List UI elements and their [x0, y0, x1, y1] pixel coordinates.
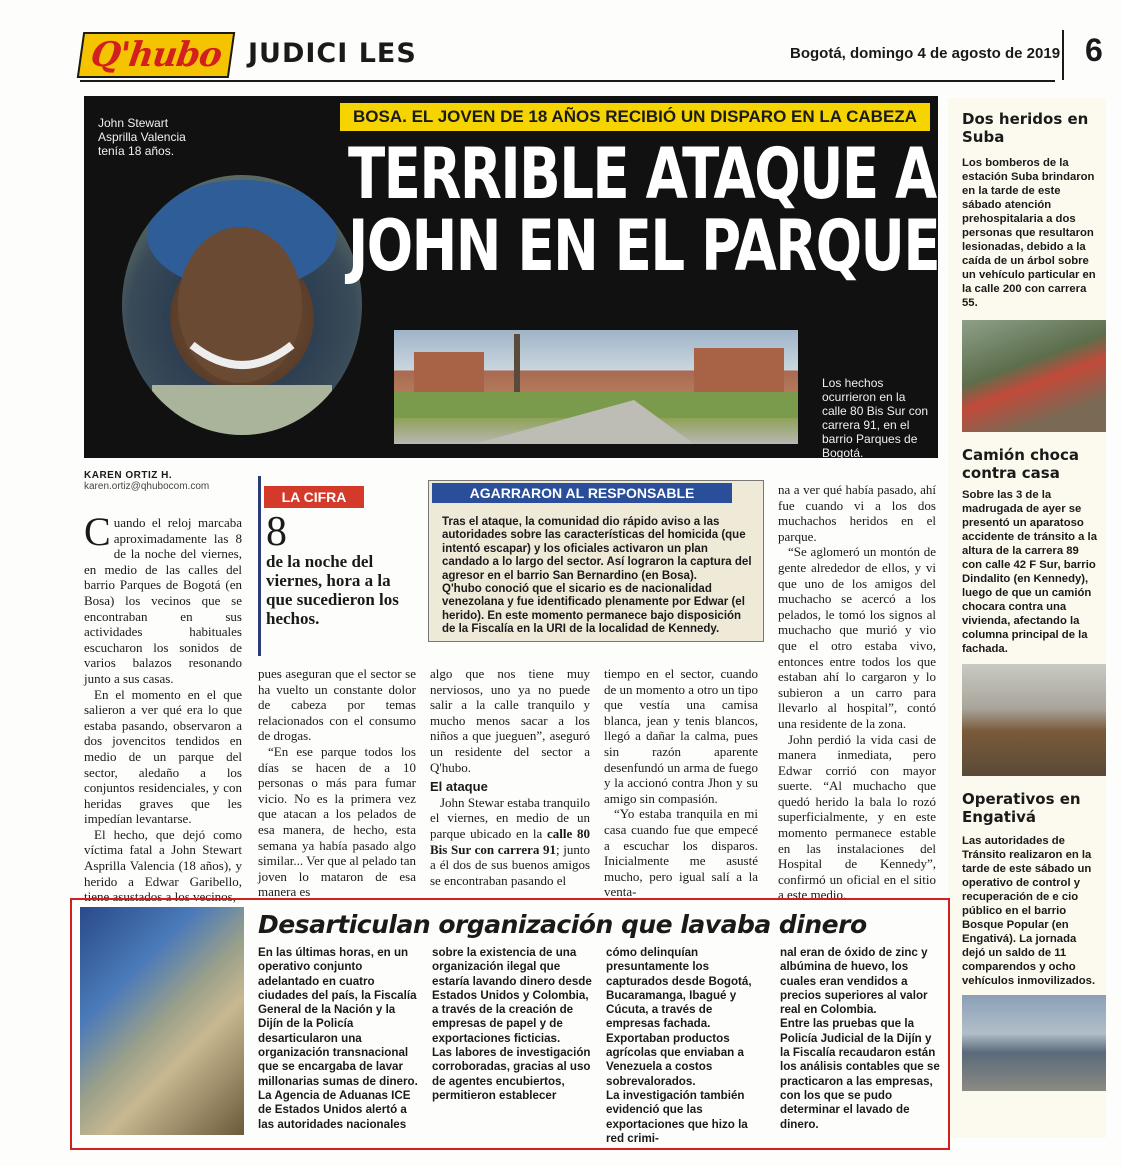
responsable-text: [442, 516, 756, 637]
paragraph: Las labores de investigación corroboradas, gracias al uso de agentes encubiertos, permitieron establecer: [432, 1046, 591, 1102]
portrait-caption: John Stewart Asprilla Valencia tenía 18 años.: [98, 116, 186, 158]
address-highlight: calle 80 Bis Sur con carrera 91: [430, 825, 590, 857]
subheading: El ataque: [430, 779, 488, 795]
sidebar-text-engativa: Las autoridades de Tránsito realizaron en la tarde de este sábado un operativo de control y recuperación de e cio público en el barrio Bosque Popular (en Engativá). La jornada dejó un saldo de 11 comparendos y ocho vehículos inmovilizados.: [962, 835, 1096, 987]
feature-column-1: [258, 946, 418, 1132]
paragraph: La investigación también evidenció que las exportaciones que hizo la red crimi-: [606, 1088, 748, 1145]
article-column-1: [84, 509, 242, 905]
logo-text: Q'hubo: [88, 35, 224, 75]
paragraph: “En ese parque todos los días se hacen de a 10 personas o más para fumar vicio. No es la primera vez que atacan a los pelados de esa manera, de hecho, esta semana ya había pasado algo similar... Ver que al pelado tan joven lo mataron de esa manera es: [258, 743, 416, 900]
feature-column-3: [606, 946, 766, 1146]
fallen-tree-photo: [962, 320, 1106, 432]
dropcap: C: [84, 509, 111, 554]
la-cifra-label: LA CIFRA: [264, 486, 364, 508]
article-column-5: [778, 482, 936, 903]
park-scene-photo: [394, 330, 798, 444]
paragraph: sobre la existencia de una organización ilegal que estaría lavando dinero desde Estados Unidos y Colombia, a través de la creación de empresas de papel y de exportaciones ficticias.: [432, 946, 592, 1045]
victim-portrait-photo: [122, 175, 362, 435]
paragraph: En las últimas horas, en un operativo conjunto adelantado en cuatro ciudades del país, la Fiscalía General de la Nación y la Dijín de la Policía desarticularon una organización transnacional que se encargaba de lavar millonarias sumas de dinero.: [258, 946, 418, 1088]
main-headline: [348, 133, 941, 287]
paragraph: “Yo estaba tranquila en mi casa cuando fue que empecé a escuchar los disparos. Inicialmente me asusté mucho, pero igual salí a la venta-: [604, 806, 758, 900]
park-illustration: [394, 330, 798, 444]
qhubo-logo: [77, 32, 235, 78]
traffic-operation-photo: [962, 995, 1106, 1091]
paragraph: algo que nos tiene muy nerviosos, uno ya no puede salir a la calle tranquilo y mucho menos sacar a los niños a que jueguen”, aseguró un residente del sector a Q'hubo.: [430, 666, 590, 775]
text-run: John Stewar estaba tranquilo el viernes, en medio de un parque ubicado en la: [430, 794, 590, 841]
truck-crash-photo: [962, 664, 1106, 776]
paragraph: na a ver qué había pasado, ahí fue cuando vi a los dos muchachos heridos en el parque.: [778, 482, 936, 544]
la-cifra-text: de la noche del viernes, hora a la que sucedieron los hechos.: [266, 552, 399, 628]
paragraph: Entre las pruebas que la Policía Judicial de la Dijín y la Fiscalía recaudaron están los análisis contables que se practicaron a las empresas, con los que se pudo determinar el lavado de dinero.: [780, 1017, 940, 1131]
article-column-2: [258, 666, 416, 900]
paragraph: pues aseguran que el sector se ha vuelto un constante dolor de cabeza por temas relacionados con el consumo de drogas.: [258, 666, 416, 744]
sidebar-title-engativa: Operativos en Engativá: [962, 790, 1081, 826]
headline-line-1: TERRIBLE ATAQUE A: [348, 133, 936, 215]
paragraph: Q'hubo conoció que el sicario es de nacionalidad venezolana y fue identificado plenamente por Edwar (el herido). En este momento permanece bajo disposición de la Fiscalía en la URI de la localidad de Kennedy.: [442, 583, 745, 636]
portrait-illustration: [122, 175, 362, 435]
article-column-4: [604, 666, 758, 900]
paragraph: Exportaban productos agrícolas que enviaban a Venezuela a costos sobrevalorados.: [606, 1031, 744, 1088]
paragraph: En el momento en el que salieron a ver qué era lo que estaba pasando, observaron a dos jovencitos tendidos en medio de un parque del sector, aledaño a los conjuntos residenciales, y con heridas graves que les impedían levantarse.: [84, 686, 242, 827]
byline-author: KAREN ORTIZ H.: [84, 470, 173, 481]
header-divider: [1062, 30, 1064, 80]
header-rule: [80, 80, 1055, 82]
responsable-title: AGARRARON AL RESPONSABLE: [432, 483, 732, 503]
paragraph: tiempo en el sector, cuando de un momento a otro un tipo que vestía una camisa blanca, jean y tenis blancos, llegó a dañar la calma, pues sin razón aparente desenfundó un arma de fuego y la accionó contra Jhon y su amigo sin compasión.: [604, 666, 758, 806]
headline-line-2: JOHN EN EL PARQUE: [348, 205, 940, 287]
paragraph: cómo delinquían presuntamente los capturados desde Bogotá, Bucaramanga, Ibagué y Cúcuta, a través de empresas fachada.: [606, 946, 752, 1031]
feature-column-2: [432, 946, 592, 1103]
section-title: JUDICI LES: [248, 38, 417, 69]
la-cifra-number: 8: [266, 509, 287, 555]
sidebar-text-camion: Sobre las 3 de la madrugada de ayer se presentó un aparatoso accidente de tránsito a la altura de la carrera 89 con calle 42 F Sur, barrio Dindalito (en Kennedy), luego de que un camión chocara contra una vivienda, afectando la columna principal de la fachada.: [962, 489, 1097, 655]
kicker-bar: BOSA. EL JOVEN DE 18 AÑOS RECIBIÓ UN DISPARO EN LA CABEZA: [340, 103, 930, 131]
text-run: ; junto a él dos de sus buenos amigos se encontraban pasando el: [430, 841, 590, 888]
feature-headline: Desarticulan organización que lavaba dinero: [258, 910, 867, 939]
sidebar-text-suba: Los bomberos de la estación Suba brindaron en la tarde de este sábado atención prehospitalaria a dos personas que resultaron lesionadas, debido a la caída de un árbol sobre un vehículo particular en la calle 200 con carrera 55.: [962, 157, 1096, 309]
sidebar-title-suba: Dos heridos en Suba: [962, 110, 1089, 146]
paragraph: La Agencia de Aduanas ICE de Estados Unidos alertó a las autoridades nacionales: [258, 1088, 411, 1131]
money-bundles-photo: [80, 907, 244, 1135]
paragraph: El hecho, que dejó como víctima fatal a John Stewart Asprilla Valencia (18 años), y herido a Edwar Garibello, tiene asustados a los vecinos,: [84, 826, 242, 905]
byline-email[interactable]: karen.ortiz@qhubocom.com: [84, 481, 210, 492]
paragraph: uando el reloj marcaba aproximadamente las 8 de la noche del viernes, en medio de las calles del barrio Parques de Bogotá (en Bosa) los vecinos que se encontraban en sus actividades habituales escucharon los sonidos de varios balazos resonando junto a sus casas.: [84, 515, 242, 686]
paragraph: “Se aglomeró un montón de gente alrededor de ellos, y vi que uno de los amigos del muchacho se acercó a los pelados, le tomó los signos al muchacho que murió y vio que el otro estaba vivo, entonces entre todos los que estaban ahí lo cargaron y lo subieron a un carro para llevarlo al hospital”, contó una residente de la zona.: [778, 544, 936, 731]
sidebar-title-camion: Camión choca contra casa: [962, 446, 1079, 482]
feature-column-4: [780, 946, 940, 1132]
paragraph: [430, 795, 590, 889]
page-number: 6: [1085, 32, 1103, 68]
scene-caption: Los hechos ocurrieron en la calle 80 Bis Sur con carrera 91, en el barrio Parques de Bogotá.: [822, 376, 929, 460]
paragraph: John perdió la vida casi de manera inmediata, pero Edwar corrió con mayor suerte. “Al muchacho que quedó herido la bala lo rozó superficialmente, y en este momento permanece estable en las instalaciones del Hospital de Kennedy”, confirmó un oficial en el sitio a este medio.: [778, 731, 936, 903]
paragraph: nal eran de óxido de zinc y albúmina de huevo, los cuales eran vendidos a precios superiores al valor real en Colombia.: [780, 946, 928, 1017]
paragraph: Tras el ataque, la comunidad dio rápido aviso a las autoridades sobre las características del homicida (que intentó escapar) y los oficiales activaron un plan candado a lo largo del sector. Así lograron la captura del agresor en el barrio San Bernardino (en Bosa).: [442, 516, 752, 582]
dateline: Bogotá, domingo 4 de agosto de 2019: [790, 45, 1061, 62]
article-column-3: [430, 666, 590, 888]
